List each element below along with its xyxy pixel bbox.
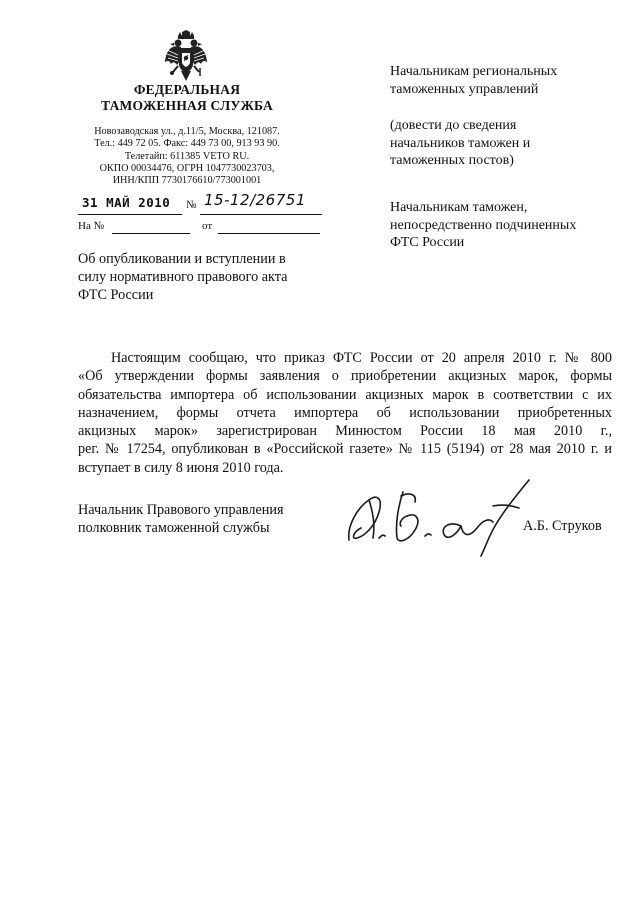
body-line-2: «Об утверждении формы заявления о приобретении акцизных марок, формы [78, 368, 612, 385]
subject-line-1: Об опубликовании и вступлении в [78, 251, 286, 267]
contacts-teletype: Телетайп: 611385 VETO RU. [124, 150, 250, 162]
recipient-note [390, 117, 620, 170]
contacts-phone-fax: Тел.: 449 72 05. Факс: 449 73 00, 913 93 90. [94, 138, 280, 150]
registration-number-label: № [186, 199, 197, 211]
body-line-6: рег. № 17254, опубликован в «Российской газете» № 115 (5194) от 28 мая 2010 г. и [78, 441, 612, 458]
contacts-okpo-ogrn: ОКПО 00034476, ОГРН 1047730023703, [99, 162, 275, 174]
recipient-customs-heads [390, 199, 620, 252]
body-line-7: вступает в силу 8 июня 2010 года. [78, 459, 284, 476]
registration-date-number-row [78, 191, 328, 215]
reference-date-line [218, 233, 320, 234]
body-line-3: обязательства импортера об использовании акцизных марок в соответствии с их [78, 386, 612, 403]
registration-number: 15-12/26751 [204, 191, 306, 209]
agency-contacts [82, 126, 292, 187]
recipient-note-line-3: таможенных постов) [390, 153, 514, 168]
subject-line-3: ФТС России [78, 287, 154, 303]
recipient-note-line-2: начальников таможен и [390, 135, 531, 151]
reference-from-label: от [202, 220, 213, 232]
recipient-secondary-line-3: ФТС России [390, 235, 465, 250]
reference-row [78, 220, 328, 236]
letter-subject [78, 250, 328, 304]
signatory-title-line-1: Начальник Правового управления [78, 502, 284, 518]
recipient-note-line-1: (довести до сведения [390, 118, 517, 133]
recipient-secondary-line-2: непосредственно подчиненных [390, 217, 577, 233]
body-line-4: назначением, формы отчета импортера об использовании приобретенных [78, 404, 612, 421]
reference-number-line [112, 233, 190, 234]
agency-name-line-2: ТАМОЖЕННАЯ СЛУЖБА [101, 98, 273, 113]
registration-date: 31 МАЙ 2010 [82, 195, 171, 210]
recipient-regional-heads [390, 63, 620, 98]
contacts-address: Новозаводская ул., д.11/5, Москва, 121087. [94, 126, 280, 137]
handwritten-signature-icon [343, 478, 533, 558]
letter-body [78, 349, 612, 477]
body-line-5: акцизных марок» зарегистрирован Минюстом России 18 мая 2010 г., [78, 423, 612, 440]
recipient-secondary-line-1: Начальникам таможен, [390, 200, 528, 215]
agency-name-line-1: ФЕДЕРАЛЬНАЯ [133, 82, 241, 97]
registration-date-underline [78, 214, 182, 215]
signatory-title [78, 502, 348, 537]
double-headed-eagle-coat-of-arms-icon [164, 30, 208, 82]
contacts-inn-kpp: ИНН/КПП 7730176610/773001001 [112, 175, 262, 187]
signatory-title-line-2: полковник таможенной службы [78, 519, 270, 536]
registration-number-underline [200, 214, 322, 215]
agency-name [82, 82, 292, 114]
recipient-primary-line-1: Начальникам региональных [390, 64, 558, 79]
signer-name: А.Б. Струков [523, 518, 602, 534]
reference-number-label: На № [78, 220, 105, 232]
body-line-1: Настоящим сообщаю, что приказ ФТС России от 20 апреля 2010 г. № 800 [111, 350, 612, 366]
subject-line-2: силу нормативного правового акта [78, 269, 288, 285]
recipient-primary-line-2: таможенных управлений [390, 81, 539, 97]
